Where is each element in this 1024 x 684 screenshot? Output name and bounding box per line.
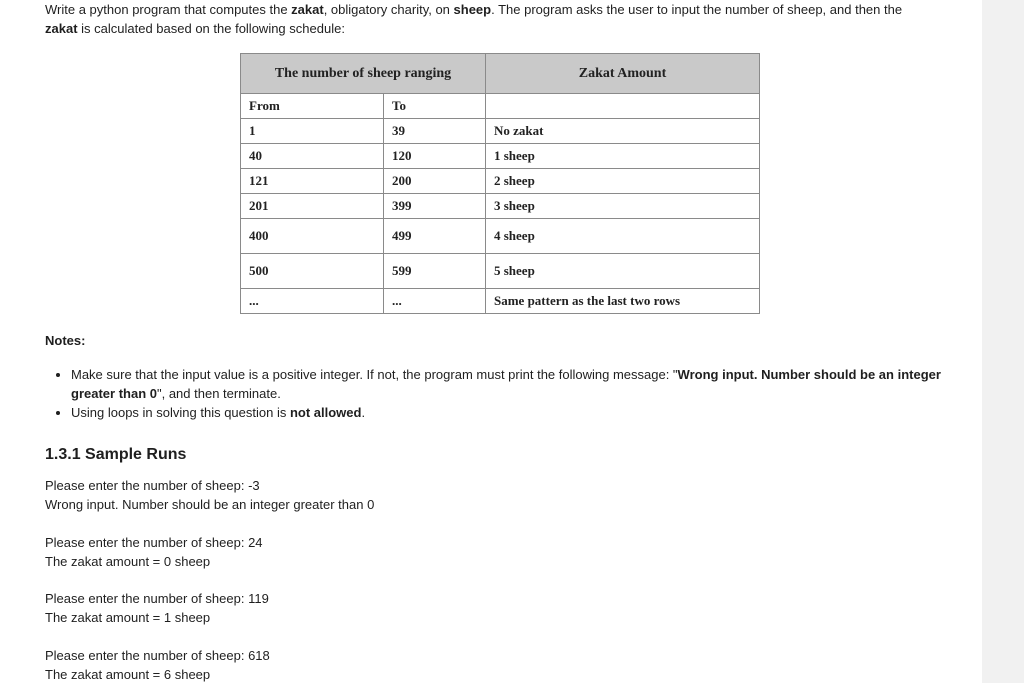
cell-to: 120	[384, 144, 486, 169]
list-item: • Make sure that the input value is a positive integer. If not, the program must print the following message: "Wrong input. Number should be an integer greater than 0", and then terminate.	[71, 365, 941, 403]
section-heading: 1.3.1 Sample Runs	[45, 446, 187, 463]
header-amount: Zakat Amount	[486, 54, 760, 94]
sample-run	[45, 646, 270, 684]
zakat-schedule-table	[240, 53, 760, 314]
run-input-line: Please enter the number of sheep: -3	[45, 478, 260, 493]
run-output-line: The zakat amount = 1 sheep	[45, 610, 211, 625]
run-input-line: Please enter the number of sheep: 24	[45, 535, 263, 550]
header-range: The number of sheep ranging	[241, 54, 486, 94]
run-input-line: Please enter the number of sheep: 618	[45, 648, 270, 663]
table-subheader-row	[241, 94, 760, 119]
cell-amount: 5 sheep	[486, 254, 760, 289]
run-output-line: The zakat amount = 6 sheep	[45, 667, 211, 682]
run-output-line: Wrong input. Number should be an integer greater than 0	[45, 497, 375, 512]
cell-amount: 4 sheep	[486, 219, 760, 254]
cell-to: 399	[384, 194, 486, 219]
cell-to: 499	[384, 219, 486, 254]
table-header-row	[241, 54, 760, 94]
cell-from: 40	[241, 144, 384, 169]
table-row	[241, 254, 760, 289]
cell-from: ...	[241, 289, 384, 314]
cell-to: ...	[384, 289, 486, 314]
table-row	[241, 219, 760, 254]
cell-from: 500	[241, 254, 384, 289]
cell-to: 39	[384, 119, 486, 144]
scrollbar-track[interactable]	[982, 0, 1024, 683]
notes-list	[45, 365, 941, 422]
cell-amount: Same pattern as the last two rows	[486, 289, 760, 314]
cell-amount: No zakat	[486, 119, 760, 144]
table-row	[241, 169, 760, 194]
run-input-line: Please enter the number of sheep: 119	[45, 591, 269, 606]
cell-amount: 3 sheep	[486, 194, 760, 219]
list-item: • Using loops in solving this question is not allowed.	[71, 403, 941, 422]
sample-run	[45, 589, 269, 627]
notes-heading: Notes:	[45, 333, 86, 348]
cell-from: 1	[241, 119, 384, 144]
table-row	[241, 119, 760, 144]
cell-from: 400	[241, 219, 384, 254]
cell-from: 201	[241, 194, 384, 219]
cell-from: 121	[241, 169, 384, 194]
cell-amount: 2 sheep	[486, 169, 760, 194]
table-row	[241, 194, 760, 219]
subheader-amount	[486, 94, 760, 119]
table-row	[241, 289, 760, 314]
sample-run	[45, 533, 263, 571]
subheader-from: From	[241, 94, 384, 119]
run-output-line: The zakat amount = 0 sheep	[45, 554, 211, 569]
cell-to: 200	[384, 169, 486, 194]
intro-paragraph: Write a python program that computes the zakat, obligatory charity, on sheep. The program asks the user to input the number of sheep, and then the zakat is calculated based on the following schedule:	[45, 2, 903, 36]
cell-amount: 1 sheep	[486, 144, 760, 169]
subheader-to: To	[384, 94, 486, 119]
cell-to: 599	[384, 254, 486, 289]
sample-run	[45, 476, 374, 514]
table-row	[241, 144, 760, 169]
